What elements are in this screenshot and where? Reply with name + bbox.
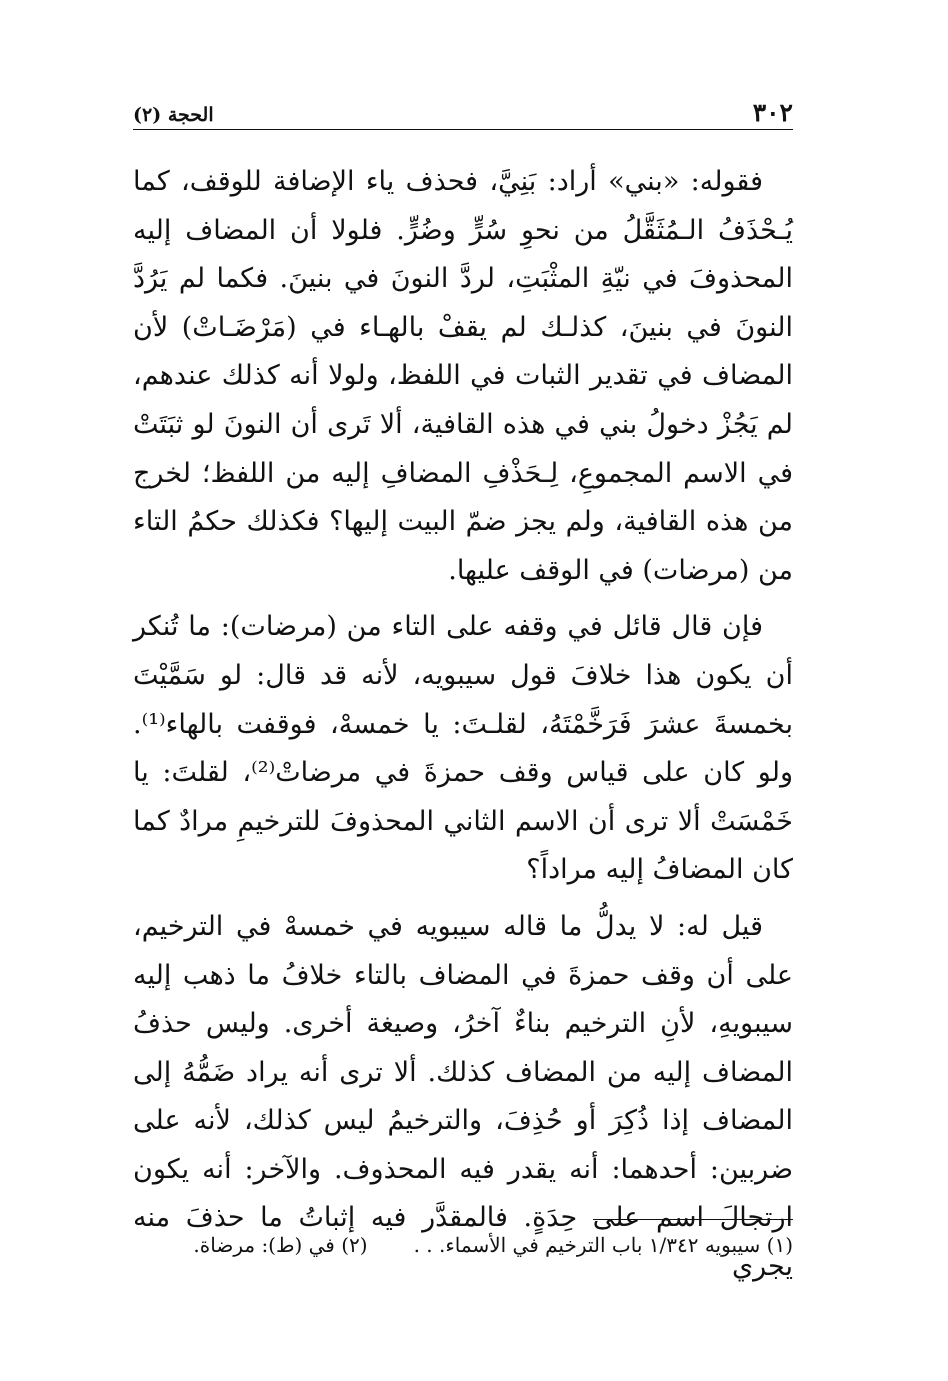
footnote-divider [593, 1219, 793, 1220]
footnote-1: (١) سيبويه ١/٣٤٢ باب الترخيم في الأسماء. . . [413, 1233, 793, 1257]
book-title: الحجة (٢) [133, 104, 214, 126]
running-header [133, 92, 793, 130]
footnote-2: (٢) في (ط): مرضاة. [193, 1233, 368, 1257]
paragraph-3: قيل له: لا يدلُّ ما قاله سيبويه في خمسهْ في الترخيم، على أن وقف حمزةَ في المضاف بالتاء خلافُ ما ذهب إليه سيبويهِ، لأنِ الترخيم بناءٌ آخرُ، وصيغة أخرى. وليس حذفُ المضاف إليه من المضاف كذلك. ألا ترى أنه يراد ضَمُّهُ إلى المضاف إذا ذُكِرَ أو حُذِفَ، والترخيمُ ليس كذلك، لأنه على ضربين: أحدهما: أنه يقدر فيه المحذوف. والآخر: أنه يكون ارتجالَ اسم على حِدَةٍ. فالمقدَّر فيه إثباتُ ما حذفَ منه يجري [133, 910, 793, 1283]
footnotes [133, 1230, 793, 1260]
paragraph-1: فقوله: «بني» أراد: بَنِيَّ، فحذف ياء الإضافة للوقف، كما يُـحْذَفُ الـمُثَقَّلُ من نحوِ سُرٍّ وضُرٍّ. فلولا أن المضاف إليه المحذوفَ في نيّةِ المثْبَتِ، لردَّ النونَ في بنينَ. فكما لم يَرُدَّ النونَ في بنينَ، كذلـك لم يقفْ بالهـاء في (مَرْضَـاتْ) لأن المضاف في تقدير الثبات في اللفظ، ولولا أنه كذلك عندهم، لم يَجُزْ دخولُ بني في هذه القافية، ألا تَرى أن النونَ لو ثبَتَتْ في الاسم المجموعِ، لِـحَذْفِ المضافِ إليه من اللفظ؛ لخرج من هذه القافية، ولم يجز ضمّ البيت إليها؟ فكذلك حكمُ التاء من (مرضات) في الوقف عليها. [133, 166, 793, 586]
paragraph-2: فإن قال قائل في وقفه على التاء من (مرضات): ما تُنكر أن يكون هذا خلافَ قول سيبويه، لأنه قد قال: لو سَمَّيْتَ بخمسةَ عشرَ فَرَخَّمْتَهُ، لقلـتَ: يا خمسهْ، فوقفت بالهاء⁽¹⁾. ولو كان على قياس وقف حمزةَ في مرضاتْ⁽²⁾، لقلتَ: يا خَمْسَتْ ألا ترى أن الاسم الثاني المحذوفَ للترخيمِ مرادٌ كما كان المضافُ إليه مراداً؟ [133, 611, 793, 886]
main-text [133, 158, 793, 1292]
page-number: ٣٠٢ [752, 98, 793, 127]
